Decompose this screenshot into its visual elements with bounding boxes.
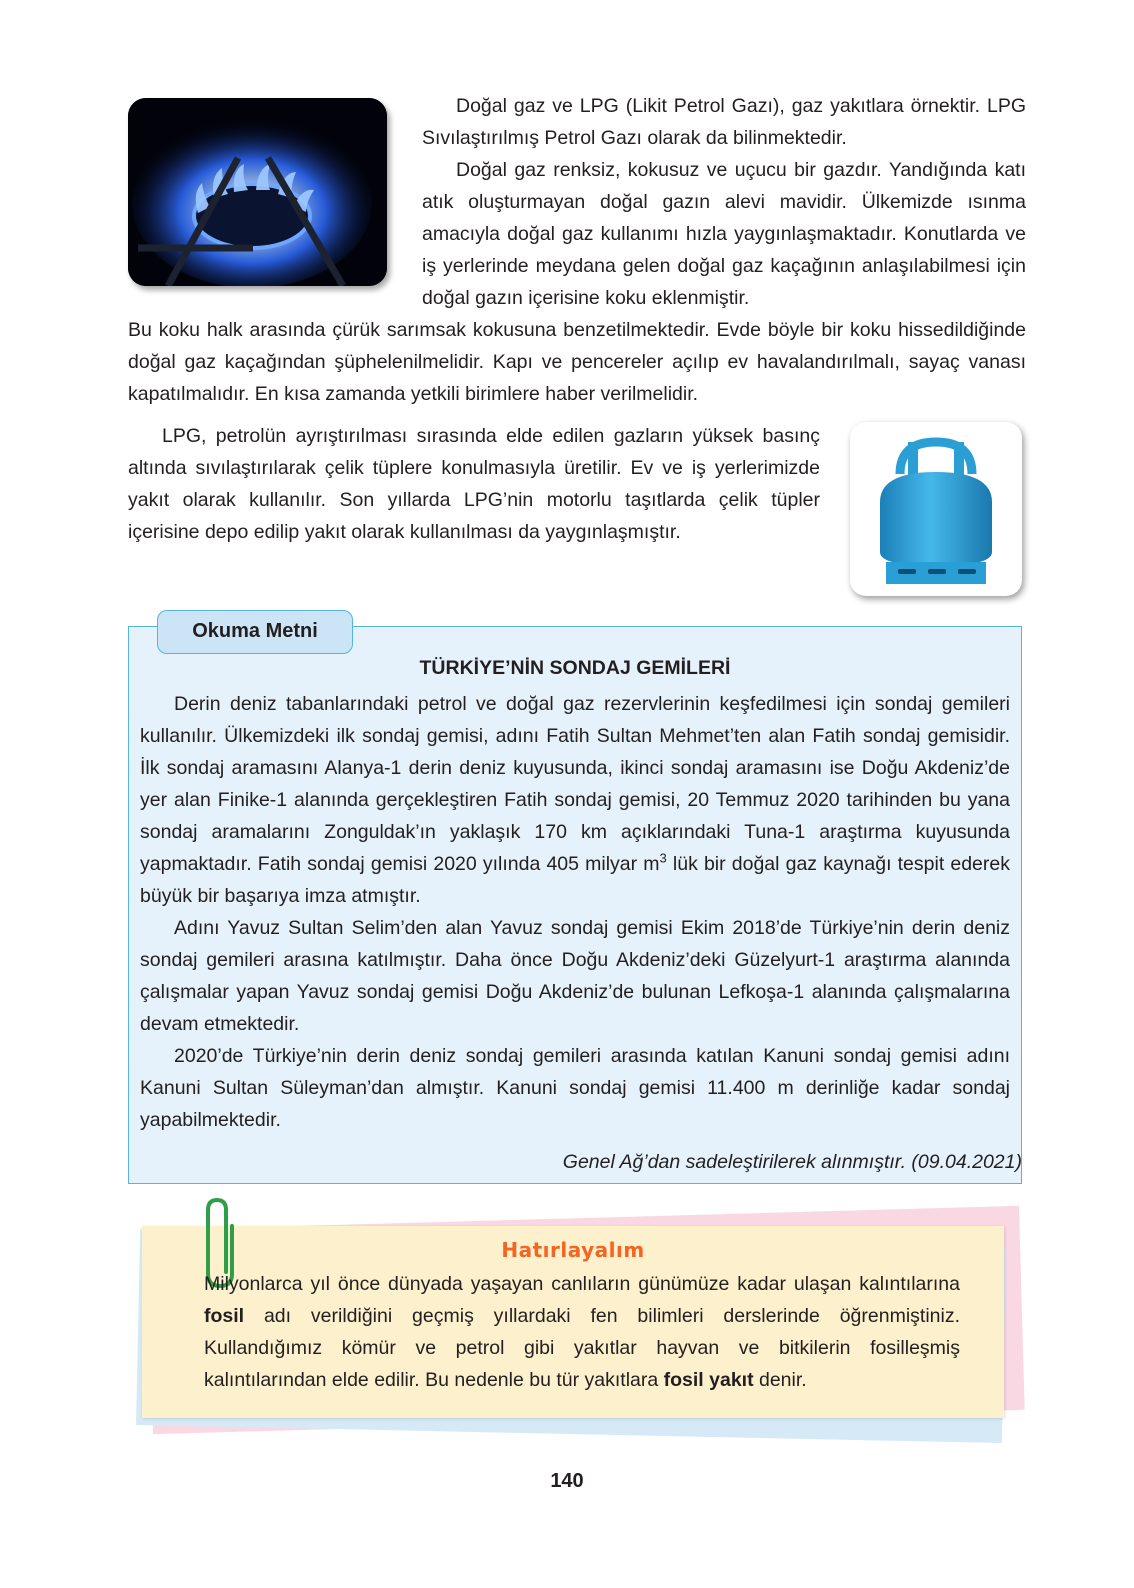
top-right-text — [422, 90, 1026, 314]
reminder-text-3: denir. — [753, 1369, 807, 1391]
reading-paragraph-yavuz: Adını Yavuz Sultan Selim’den alan Yavuz sondaj gemisi Ekim 2018’de Türkiye’nin derin deniz sondaj gemileri arasına katılmıştır. Daha önce Doğu Akdeniz’deki Güzelyurt-1 araştırma alanında çalışmalar yapan Yavuz sondaj gemisi Doğu Akdeniz’de bulunan Lefkoşa-1 alanında çalışmalarına devam etmektedir. — [140, 917, 1010, 1035]
reading-paragraph-fatih-part1: Derin deniz tabanlarındaki petrol ve doğal gaz rezervlerinin keşfedilmesi için sondaj gemileri kullanılır. Ülkemizdeki ilk sondaj gemisi, adını Fatih Sultan Mehmet’ten alan Fatih sondaj gemisidir. İlk sondaj aramasını Alanya-1 derin deniz kuyusunda, ikinci sondaj aramasını ise Doğu Akdeniz’de yer alan Finike-1 alanında gerçekleştiren Fatih sondaj gemisi, 20 Temmuz 2020 tarihinden bu yana sondaj aramalarını Zonguldak’ın yaklaşık 170 km açıklarındaki Tuna-1 araştırma kuyusunda yapmaktadır. Fatih sondaj gemisi 2020 yılında 405 milyar m — [140, 693, 1010, 875]
paragraph-lpg: LPG, petrolün ayrıştırılması sırasında elde edilen gazların yüksek basınç altında sıvılaştırılarak çelik tüplere konulmasıyla üretilir. Ev ve iş yerlerimizde yakıt olarak kullanılır. Son yıllarda LPG’nin motorlu taşıtlarda çelik tüpler içerisine depo edilip yakıt olarak kullanılması da yaygınlaşmıştır. — [128, 425, 820, 543]
reading-paragraph-fatih — [140, 688, 1010, 912]
reading-body — [140, 688, 1010, 1136]
paragraph-lpg-intro: Doğal gaz ve LPG (Likit Petrol Gazı), gaz yakıtlara örnektir. LPG Sıvılaştırılmış Petrol Gazı olarak da bilinmektedir. — [422, 95, 1026, 149]
top-full-text — [128, 314, 1026, 410]
reminder-paragraph — [204, 1268, 960, 1396]
gas-flame-photo — [128, 98, 387, 286]
paragraph-natural-gas: Doğal gaz renksiz, kokusuz ve uçucu bir gazdır. Yandığında katı atık oluşturmayan doğal gazın alevi mavidir. Ülkemizde ısınma amacıyla doğal gaz kullanımı hızla yaygınlaşmaktadır. Konutlarda ve iş yerlerinde meydana gelen doğal gaz kaçağının anlaşılabilmesi için doğal gazın içerisine koku eklenmiştir. — [422, 159, 1026, 309]
page-number: 140 — [550, 1470, 584, 1492]
reminder-body — [204, 1268, 960, 1396]
reminder-bold-fosil-yakit: fosil yakıt — [663, 1369, 754, 1391]
reminder-text-1: Milyonlarca yıl önce dünyada yaşayan canlıların günümüze kadar ulaşan kalıntılarına — [204, 1273, 960, 1295]
paragraph-gas-leak: Bu koku halk arasında çürük sarımsak kokusuna benzetilmektedir. Evde böyle bir koku hissedildiğinde doğal gaz kaçağından şüphelenilmelidir. Kapı ve pencereler açılıp ev havalandırılmalı, sayaç vanası kapatılmalıdır. En kısa zamanda yetkili birimlere haber verilmelidir. — [128, 319, 1026, 405]
reminder-title: Hatırlayalım — [501, 1238, 645, 1262]
reading-paragraph-fatih-part2: lük bir doğal gaz kaynağı tespit ederek büyük bir başarıya imza atmıştır. — [140, 853, 1010, 907]
lpg-text — [128, 420, 820, 548]
reading-paragraph-kanuni: 2020’de Türkiye’nin derin deniz sondaj gemileri arasında katılan Kanuni sondaj gemisi adını Kanuni Sultan Süleyman’dan almıştır. Kanuni sondaj gemisi 11.400 m derinliğe kadar sondaj yapabilmektedir. — [140, 1045, 1010, 1131]
reading-source-citation: Genel Ağ’dan sadeleştirilerek alınmıştır. (09.04.2021) — [562, 1151, 1022, 1173]
superscript-three: 3 — [659, 850, 667, 866]
reminder-bold-fosil: fosil — [204, 1305, 245, 1327]
reading-title: TÜRKİYE’NİN SONDAJ GEMİLERİ — [419, 657, 731, 679]
gas-cylinder-photo — [850, 422, 1022, 596]
reminder-text-2: adı verildiğini geçmiş yıllardaki fen bilimleri derslerinde öğrenmiştiniz. Kullandığımız kömür ve petrol gibi yakıtlar hayvan ve bitkilerin fosilleşmiş kalıntılarından elde edilir. Bu nedenle bu tür yakıtlara — [204, 1305, 960, 1391]
reading-tab-label: Okuma Metni — [157, 610, 353, 654]
